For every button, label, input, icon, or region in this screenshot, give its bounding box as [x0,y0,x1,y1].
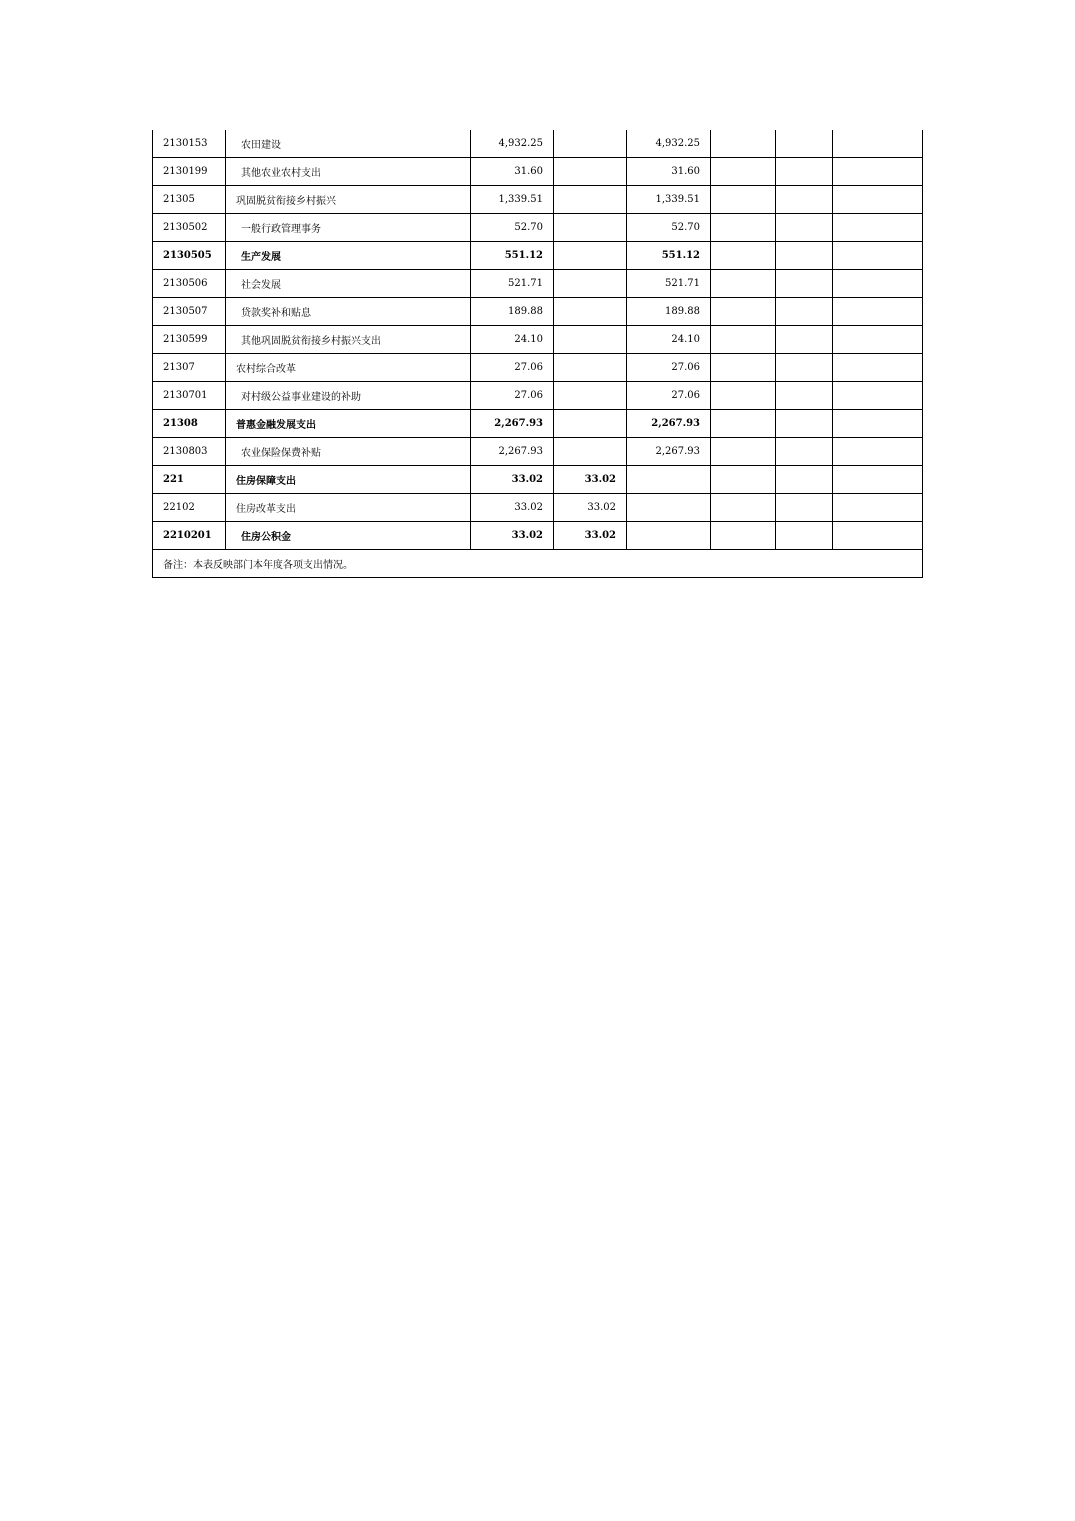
subject-name-cell: 农村综合改革 [226,354,471,382]
total-amount-cell: 24.10 [471,326,554,354]
amount-cell-6 [711,438,776,466]
subject-code-cell: 2130153 [153,130,226,158]
subject-name-cell: 住房改革支出 [226,494,471,522]
total-amount-cell: 189.88 [471,298,554,326]
amount-cell-6 [711,298,776,326]
total-amount-cell: 551.12 [471,242,554,270]
total-amount-cell: 2,267.93 [471,438,554,466]
amount-cell-8 [833,354,923,382]
project-expenditure-cell: 52.70 [627,214,711,242]
subject-code-cell: 22102 [153,494,226,522]
basic-expenditure-cell: 33.02 [554,522,627,550]
amount-cell-7 [776,382,833,410]
amount-cell-7 [776,326,833,354]
table-body [153,130,923,578]
subject-name-cell: 贷款奖补和贴息 [226,298,471,326]
table-row [153,270,923,298]
amount-cell-7 [776,466,833,494]
amount-cell-8 [833,298,923,326]
table-row [153,298,923,326]
amount-cell-8 [833,466,923,494]
total-amount-cell: 27.06 [471,382,554,410]
project-expenditure-cell: 31.60 [627,158,711,186]
amount-cell-7 [776,242,833,270]
amount-cell-6 [711,158,776,186]
amount-cell-8 [833,326,923,354]
amount-cell-8 [833,130,923,158]
project-expenditure-cell: 4,932.25 [627,130,711,158]
amount-cell-6 [711,466,776,494]
subject-code-cell: 21307 [153,354,226,382]
amount-cell-8 [833,410,923,438]
subject-name-cell: 农业保险保费补贴 [226,438,471,466]
subject-code-cell: 2130506 [153,270,226,298]
basic-expenditure-cell [554,186,627,214]
project-expenditure-cell: 27.06 [627,382,711,410]
amount-cell-8 [833,382,923,410]
subject-code-cell: 2130803 [153,438,226,466]
project-expenditure-cell: 2,267.93 [627,410,711,438]
amount-cell-7 [776,354,833,382]
amount-cell-7 [776,438,833,466]
subject-code-cell: 21305 [153,186,226,214]
amount-cell-7 [776,270,833,298]
total-amount-cell: 521.71 [471,270,554,298]
amount-cell-7 [776,410,833,438]
subject-code-cell: 2130502 [153,214,226,242]
project-expenditure-cell: 551.12 [627,242,711,270]
table-row [153,130,923,158]
amount-cell-8 [833,186,923,214]
total-amount-cell: 33.02 [471,522,554,550]
amount-cell-8 [833,270,923,298]
amount-cell-8 [833,494,923,522]
basic-expenditure-cell [554,242,627,270]
amount-cell-8 [833,242,923,270]
table-note: 备注：本表反映部门本年度各项支出情况。 [153,550,923,578]
expenditure-table [152,130,923,578]
subject-name-cell: 住房保障支出 [226,466,471,494]
total-amount-cell: 2,267.93 [471,410,554,438]
note-row [153,550,923,578]
project-expenditure-cell: 189.88 [627,298,711,326]
total-amount-cell: 33.02 [471,494,554,522]
basic-expenditure-cell [554,326,627,354]
subject-name-cell: 普惠金融发展支出 [226,410,471,438]
amount-cell-6 [711,242,776,270]
subject-name-cell: 住房公积金 [226,522,471,550]
amount-cell-8 [833,158,923,186]
table-row [153,214,923,242]
amount-cell-7 [776,130,833,158]
basic-expenditure-cell [554,354,627,382]
basic-expenditure-cell: 33.02 [554,466,627,494]
subject-name-cell: 其他巩固脱贫衔接乡村振兴支出 [226,326,471,354]
amount-cell-6 [711,186,776,214]
project-expenditure-cell [627,466,711,494]
subject-name-cell: 巩固脱贫衔接乡村振兴 [226,186,471,214]
table-row [153,410,923,438]
total-amount-cell: 31.60 [471,158,554,186]
amount-cell-7 [776,522,833,550]
project-expenditure-cell [627,522,711,550]
total-amount-cell: 1,339.51 [471,186,554,214]
amount-cell-8 [833,438,923,466]
amount-cell-7 [776,186,833,214]
subject-name-cell: 其他农业农村支出 [226,158,471,186]
amount-cell-7 [776,158,833,186]
subject-code-cell: 221 [153,466,226,494]
subject-code-cell: 2130701 [153,382,226,410]
amount-cell-6 [711,522,776,550]
table-row [153,242,923,270]
expenditure-table-sheet [152,130,922,578]
basic-expenditure-cell [554,382,627,410]
basic-expenditure-cell [554,130,627,158]
amount-cell-8 [833,522,923,550]
basic-expenditure-cell [554,270,627,298]
project-expenditure-cell: 27.06 [627,354,711,382]
amount-cell-6 [711,326,776,354]
basic-expenditure-cell [554,298,627,326]
basic-expenditure-cell [554,438,627,466]
project-expenditure-cell: 521.71 [627,270,711,298]
table-row [153,186,923,214]
table-row [153,382,923,410]
amount-cell-6 [711,130,776,158]
amount-cell-7 [776,298,833,326]
table-row [153,438,923,466]
basic-expenditure-cell [554,410,627,438]
subject-code-cell: 2130505 [153,242,226,270]
subject-code-cell: 2130599 [153,326,226,354]
amount-cell-8 [833,214,923,242]
amount-cell-7 [776,494,833,522]
project-expenditure-cell [627,494,711,522]
amount-cell-6 [711,354,776,382]
subject-code-cell: 2130199 [153,158,226,186]
basic-expenditure-cell [554,214,627,242]
amount-cell-6 [711,494,776,522]
subject-name-cell: 社会发展 [226,270,471,298]
total-amount-cell: 33.02 [471,466,554,494]
total-amount-cell: 52.70 [471,214,554,242]
subject-name-cell: 农田建设 [226,130,471,158]
total-amount-cell: 27.06 [471,354,554,382]
subject-name-cell: 对村级公益事业建设的补助 [226,382,471,410]
amount-cell-6 [711,214,776,242]
subject-code-cell: 2210201 [153,522,226,550]
basic-expenditure-cell: 33.02 [554,494,627,522]
basic-expenditure-cell [554,158,627,186]
amount-cell-6 [711,382,776,410]
table-row [153,466,923,494]
subject-code-cell: 21308 [153,410,226,438]
project-expenditure-cell: 2,267.93 [627,438,711,466]
subject-name-cell: 一般行政管理事务 [226,214,471,242]
amount-cell-6 [711,270,776,298]
project-expenditure-cell: 24.10 [627,326,711,354]
table-row [153,494,923,522]
table-row [153,158,923,186]
subject-name-cell: 生产发展 [226,242,471,270]
table-row [153,522,923,550]
table-row [153,354,923,382]
project-expenditure-cell: 1,339.51 [627,186,711,214]
table-row [153,326,923,354]
amount-cell-7 [776,214,833,242]
subject-code-cell: 2130507 [153,298,226,326]
total-amount-cell: 4,932.25 [471,130,554,158]
amount-cell-6 [711,410,776,438]
